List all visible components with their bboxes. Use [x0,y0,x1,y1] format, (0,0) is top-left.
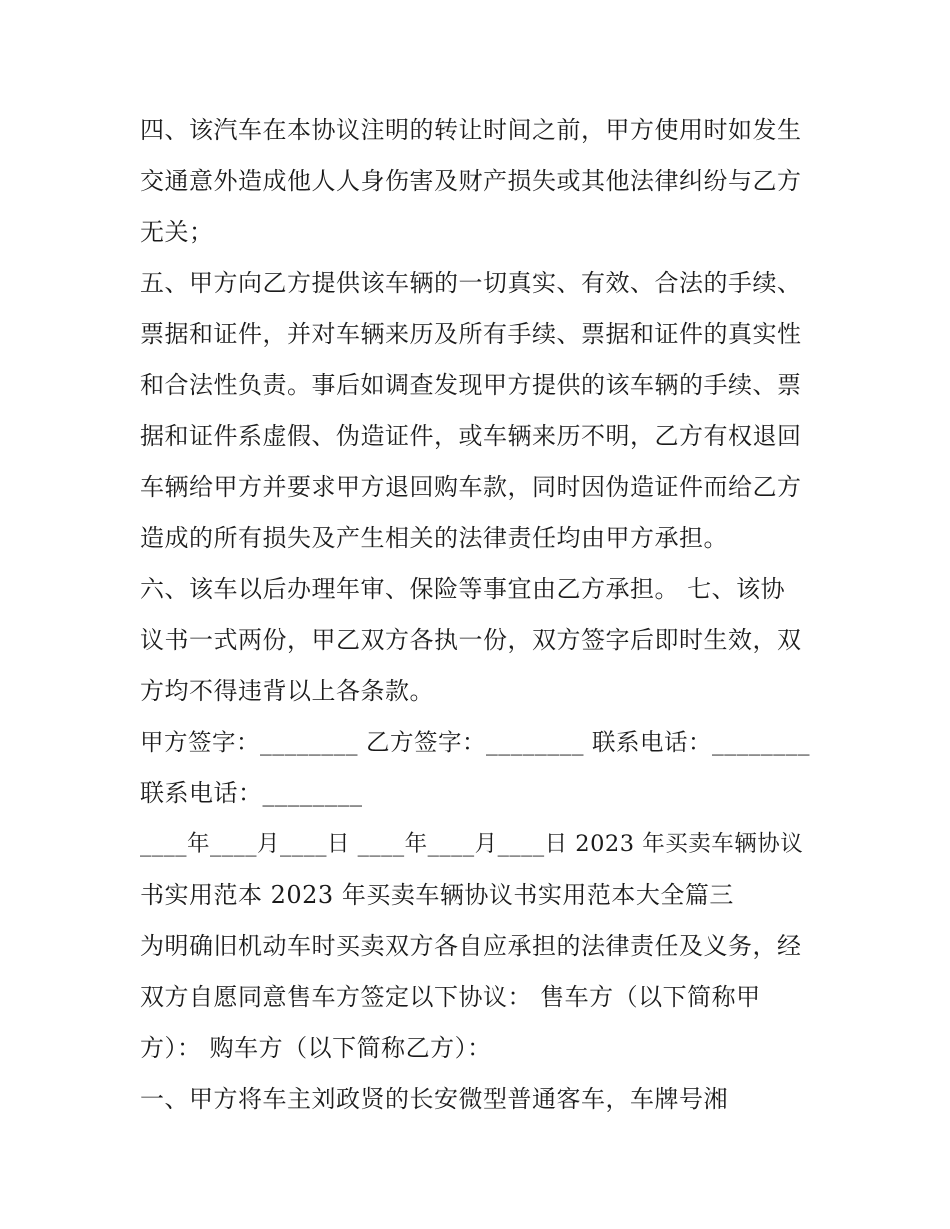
text-line: 六、该车以后办理年审、保险等事宜由乙方承担。 七、该协 [140,575,786,603]
text-line: 造成的所有损失及产生相关的法律责任均由甲方承担。 [140,524,728,552]
text-line: 交通意外造成他人人身伤害及财产损失或其他法律纠纷与乙方 [140,167,802,195]
text-line: 五、甲方向乙方提供该车辆的一切真实、有效、合法的手续、 [140,269,802,297]
text-line: 方）： 购车方（以下简称乙方）： [140,1034,492,1062]
phone-line: 联系电话：________ [140,779,363,807]
text-line: 为明确旧机动车时买卖双方各自应承担的法律责任及义务，经 [140,932,802,960]
text-line: 议书一式两份，甲乙双方各执一份，双方签字后即时生效，双 [140,626,802,654]
text-line: 书实用范本 2023 年买卖车辆协议书实用范本大全篇三 [140,881,734,909]
text-line: 一、甲方将车主刘政贤的长安微型普通客车，车牌号湘 [140,1085,728,1113]
date-line: ____年____月____日 ____年____月____日 2023 年买卖车辆协议 [140,831,804,857]
text-line: 票据和证件，并对车辆来历及所有手续、票据和证件的真实性 [140,320,802,348]
text-line: 和合法性负责。事后如调查发现甲方提供的该车辆的手续、票 [140,371,802,399]
text-line: 车辆给甲方并要求甲方退回购车款，同时因伪造证件而给乙方 [140,473,802,501]
text-line: 无关； [140,218,214,246]
signature-line: 甲方签字：________ 乙方签字：________ 联系电话：________ [140,728,810,756]
text-line: 双方自愿同意售车方签定以下协议： 售车方（以下简称甲 [140,983,761,1011]
text-line: 四、该汽车在本协议注明的转让时间之前，甲方使用时如发生 [140,116,802,144]
text-line: 方均不得违背以上各条款。 [140,677,434,705]
text-line: 据和证件系虚假、伪造证件，或车辆来历不明，乙方有权退回 [140,422,802,450]
